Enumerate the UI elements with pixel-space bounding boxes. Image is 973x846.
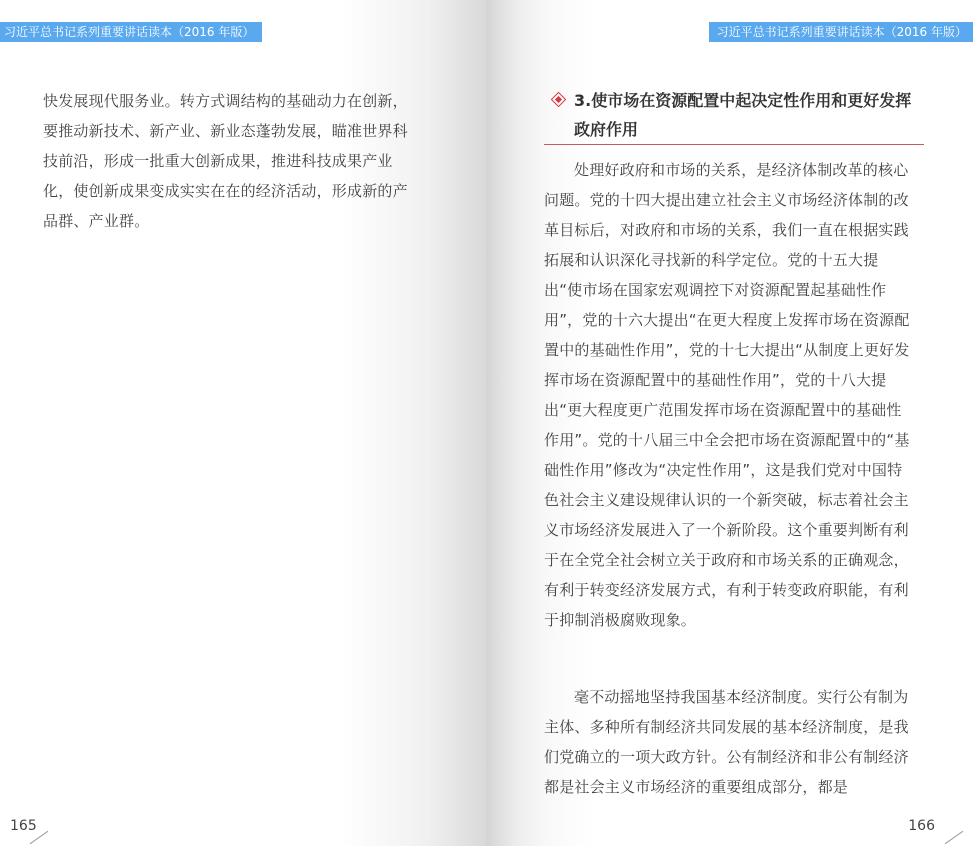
left-body-text: 快发展现代服务业。转方式调结构的基础动力在创新，要推动新技术、新产业、新业态蓬勃发展，瞄准世界科技前沿，形成一批重大创新成果，推进科技成果产业化，使创新成果变成实实在在的经济活动，形成新的产品群、产业群。 bbox=[43, 92, 408, 230]
section-heading-line-1: 3.使市场在资源配置中起决定性作用和更好发挥 bbox=[574, 91, 912, 110]
page-number-slash-icon bbox=[945, 831, 964, 844]
left-page bbox=[0, 0, 486, 846]
left-page-number: 165 bbox=[10, 818, 37, 834]
body-paragraph-1: 处理好政府和市场的关系，是经济体制改革的核心问题。党的十四大提出建立社会主义市场经济体制的改革目标后，对政府和市场的关系，我们一直在根据实践拓展和认识深化寻找新的科学定位。党的十五大提出“使市场在国家宏观调控下对资源配置起基础性作用”，党的十六大提出“在更大程度上发挥市场在资源配置中的基础性作用”，党的十七大提出“从制度上更好发挥市场在资源配置中的基础性作用”，党的十八大提出“更大程度更广范围发挥市场在资源配置中的基础性作用”。党的十八届三中全会把市场在资源配置中的“基础性作用”修改为“决定性作用”，这是我们党对中国特色社会主义建设规律认识的一个新突破，标志着社会主义市场经济发展进入了一个新阶段。这个重要判断有利于在全党全社会树立关于政府和市场关系的正确观念，有利于转变经济发展方式，有利于转变政府职能，有利于抑制消极腐败现象。 bbox=[544, 161, 910, 629]
heading-underline bbox=[544, 144, 924, 145]
section-heading bbox=[544, 86, 924, 144]
right-page-number: 166 bbox=[908, 818, 935, 834]
body-paragraph-2: 毫不动摇地坚持我国基本经济制度。实行公有制为主体、多种所有制经济共同发展的基本经济制度，是我们党确立的一项大政方针。公有制经济和非公有制经济都是社会主义市场经济的重要组成部分，都是 bbox=[544, 688, 909, 796]
right-page bbox=[486, 0, 973, 846]
left-running-header: 习近平总书记系列重要讲话读本（2016 年版） bbox=[0, 22, 262, 42]
section-heading-line-2: 政府作用 bbox=[574, 120, 639, 139]
right-running-header: 习近平总书记系列重要讲话读本（2016 年版） bbox=[709, 22, 973, 42]
